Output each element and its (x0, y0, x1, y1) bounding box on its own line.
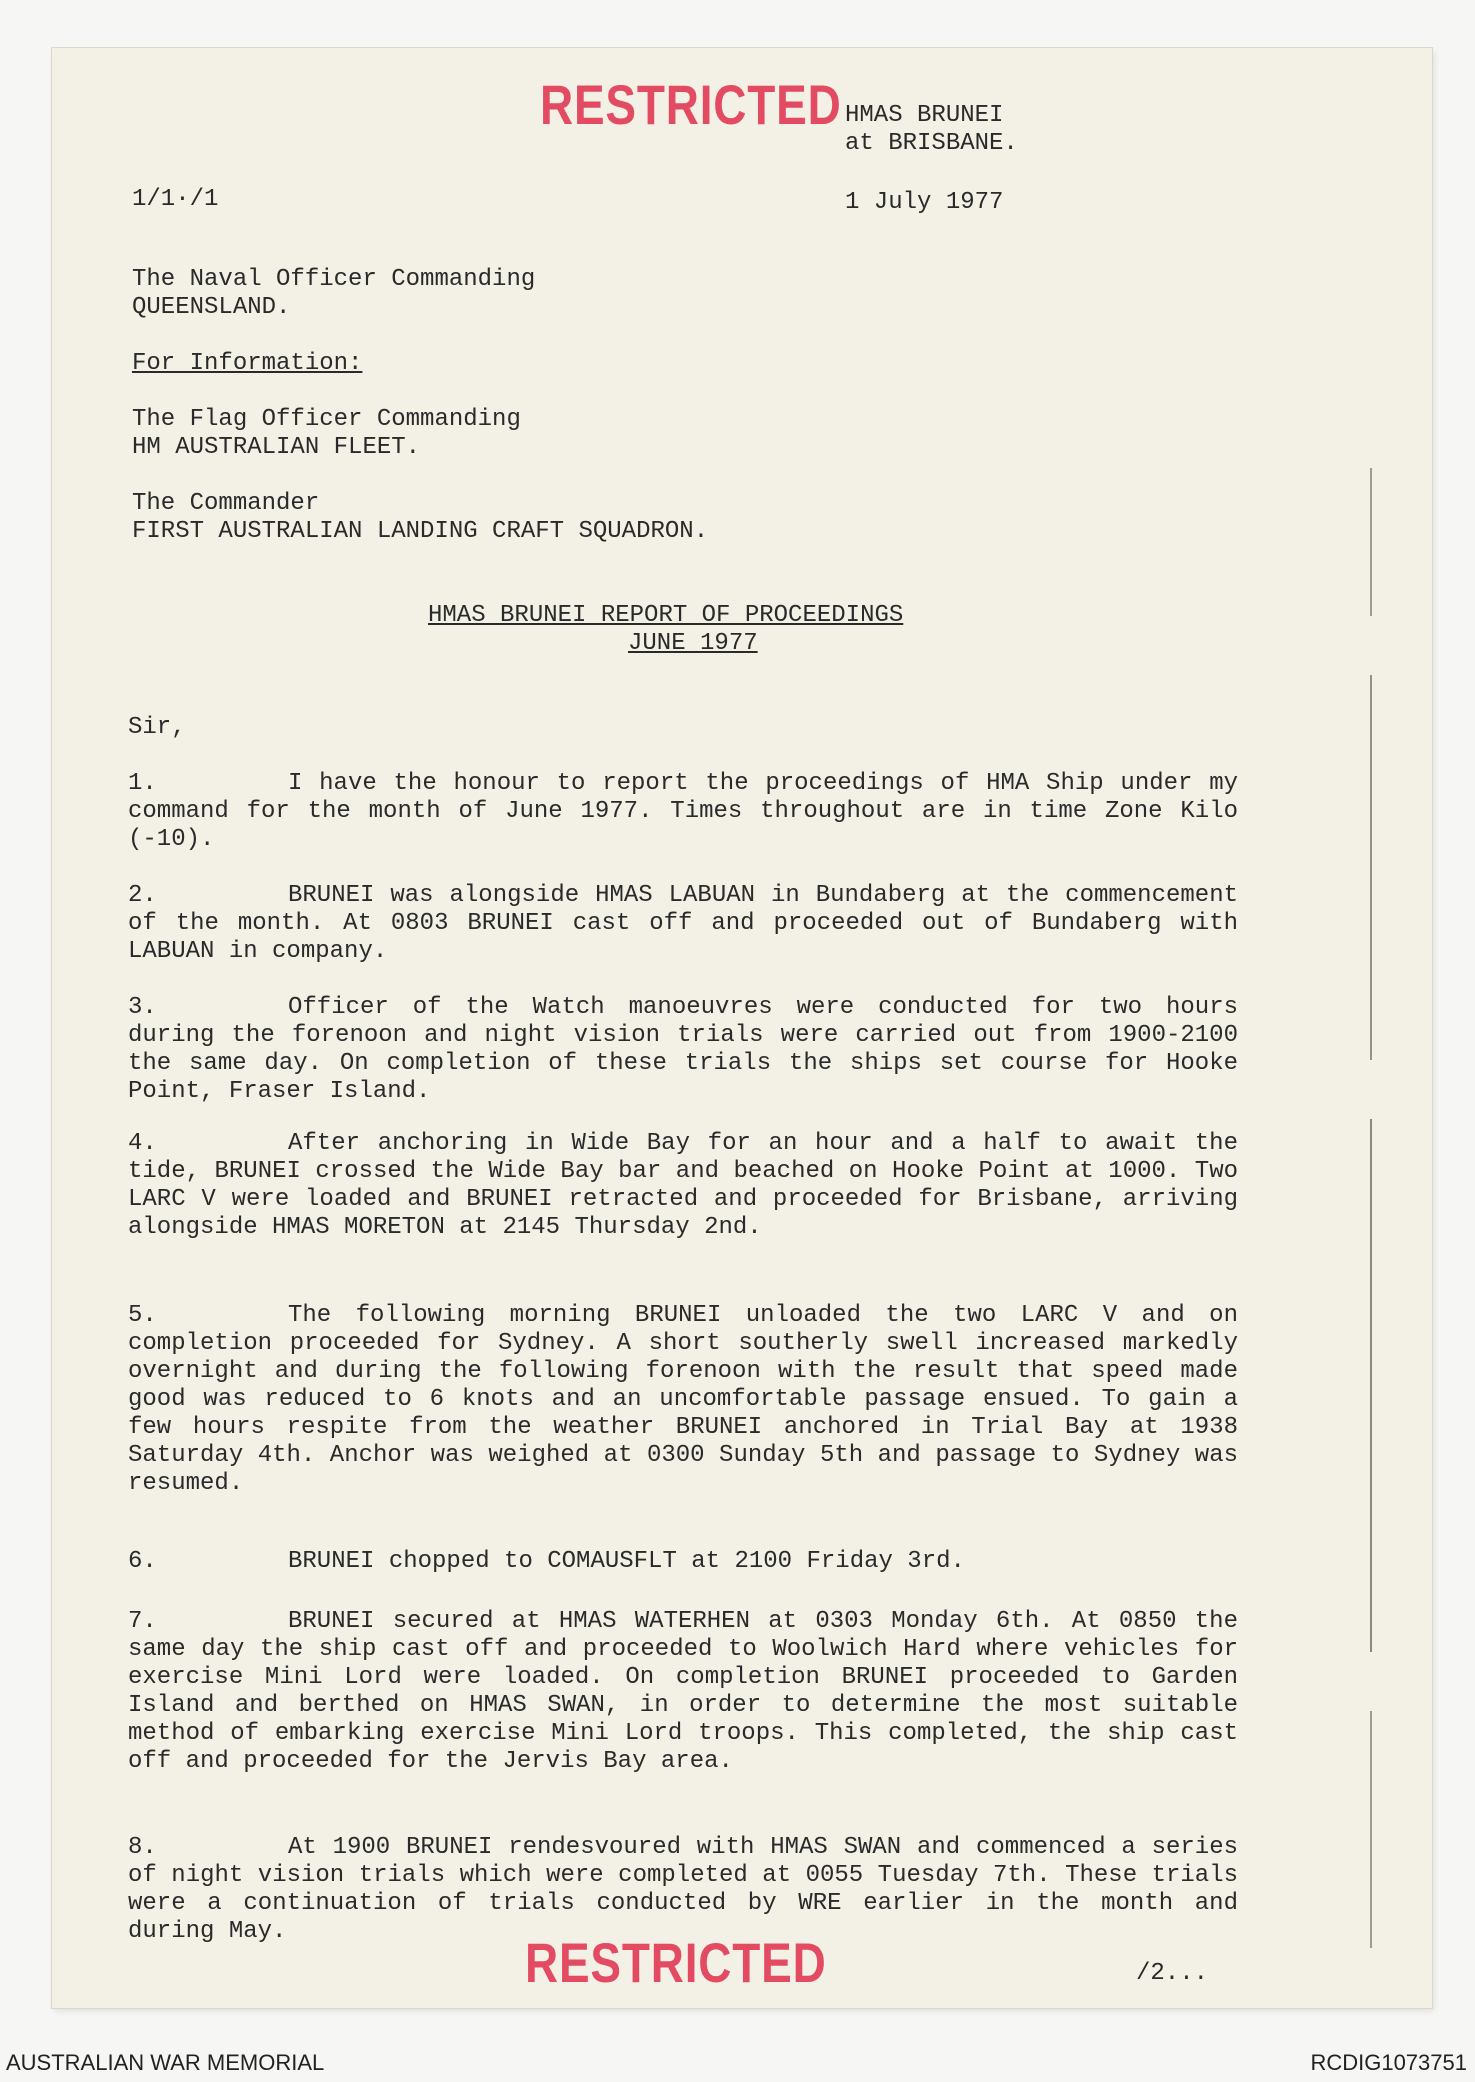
ship-location: at BRISBANE. (845, 130, 1018, 157)
paragraph-number: 6. (128, 1548, 157, 1575)
paragraph-number: 7. (128, 1608, 157, 1635)
paragraph-7 (128, 1608, 1238, 1776)
restricted-stamp-bottom: RESTRICTED (525, 1931, 827, 1994)
paragraph-number: 2. (128, 882, 157, 909)
report-month: JUNE 1977 (628, 630, 758, 657)
paragraph-5 (128, 1302, 1238, 1498)
salutation: Sir, (128, 714, 186, 741)
paragraph-text: After anchoring in Wide Bay for an hour and a half to await the tide, BRUNEI crossed the Wide Bay bar and beached on Hooke Point at 1000. Two LARC V were loaded and BRUNEI retracted and proceeded for Brisbane, arriving alongside HMAS MORETON at 2145 Thursday 2nd. (128, 1130, 1238, 1241)
report-title: HMAS BRUNEI REPORT OF PROCEEDINGS (428, 602, 904, 629)
paragraph-text: BRUNEI was alongside HMAS LABUAN in Bundaberg at the commencement of the month. At 0803 BRUNEI cast off and proceeded out of Bundaberg with LABUAN in company. (128, 882, 1238, 965)
paragraph-2 (128, 882, 1238, 966)
restricted-stamp-top: RESTRICTED (540, 73, 842, 136)
paragraph-4 (128, 1130, 1238, 1242)
paragraph-text: Officer of the Watch manoeuvres were conducted for two hours during the forenoon and night vision trials were carried out from 1900-2100 the same day. On completion of these trials the ships set course for Hooke Point, Fraser Island. (128, 994, 1238, 1105)
paragraph-text: The following morning BRUNEI unloaded the two LARC V and on completion proceeded for Sydney. A short southerly swell increased markedly overnight and during the following forenoon with the result that speed made good was reduced to 6 knots and an uncomfortable passage ensued. To gain a few hours respite from the weather BRUNEI anchored in Trial Bay at 1938 Saturday 4th. Anchor was weighed at 0300 Sunday 5th and passage to Sydney was resumed. (128, 1302, 1238, 1497)
archive-id: RCDIG1073751 (1310, 2050, 1467, 2075)
file-reference: 1/1·/1 (132, 186, 219, 213)
info-recipient-1-line-1: The Flag Officer Commanding (132, 406, 521, 433)
addressee-line-2: QUEENSLAND. (132, 294, 291, 321)
info-recipient-2-line-1: The Commander (132, 490, 320, 517)
for-information-heading: For Information: (132, 350, 363, 377)
addressee-line-1: The Naval Officer Commanding (132, 266, 536, 293)
paragraph-1 (128, 770, 1238, 854)
paragraph-number: 3. (128, 994, 157, 1021)
paragraph-number: 5. (128, 1302, 157, 1329)
paragraph-number: 8. (128, 1834, 157, 1861)
letter-date: 1 July 1977 (845, 189, 1004, 216)
paragraph-3 (128, 994, 1238, 1106)
paragraph-number: 1. (128, 770, 157, 797)
paragraph-text: At 1900 BRUNEI rendesvoured with HMAS SWAN and commenced a series of night vision trials which were completed at 0055 Tuesday 7th. These trials were a continuation of trials conducted by WRE earlier in the month and during May. (128, 1834, 1238, 1945)
paragraph-text: BRUNEI secured at HMAS WATERHEN at 0303 Monday 6th. At 0850 the same day the ship cast off and proceeded to Woolwich Hard where vehicles for exercise Mini Lord were loaded. On completion BRUNEI proceeded to Garden Island and berthed on HMAS SWAN, in order to determine the most suitable method of embarking exercise Mini Lord troops. This completed, the ship cast off and proceeded for the Jervis Bay area. (128, 1608, 1238, 1775)
info-recipient-2-line-2: FIRST AUSTRALIAN LANDING CRAFT SQUADRON. (132, 518, 709, 545)
paragraph-number: 4. (128, 1130, 157, 1157)
info-recipient-1-line-2: HM AUSTRALIAN FLEET. (132, 434, 421, 461)
paragraph-6 (128, 1548, 1238, 1576)
paragraph-text: I have the honour to report the proceedings of HMA Ship under my command for the month of June 1977. Times throughout are in time Zone Kilo (-10). (128, 770, 1238, 853)
paragraph-text: BRUNEI chopped to COMAUSFLT at 2100 Friday 3rd. (288, 1548, 965, 1575)
archive-credit: AUSTRALIAN WAR MEMORIAL (6, 2050, 325, 2075)
ship-name: HMAS BRUNEI (845, 102, 1004, 129)
page-continuation: /2... (1136, 1960, 1209, 1987)
